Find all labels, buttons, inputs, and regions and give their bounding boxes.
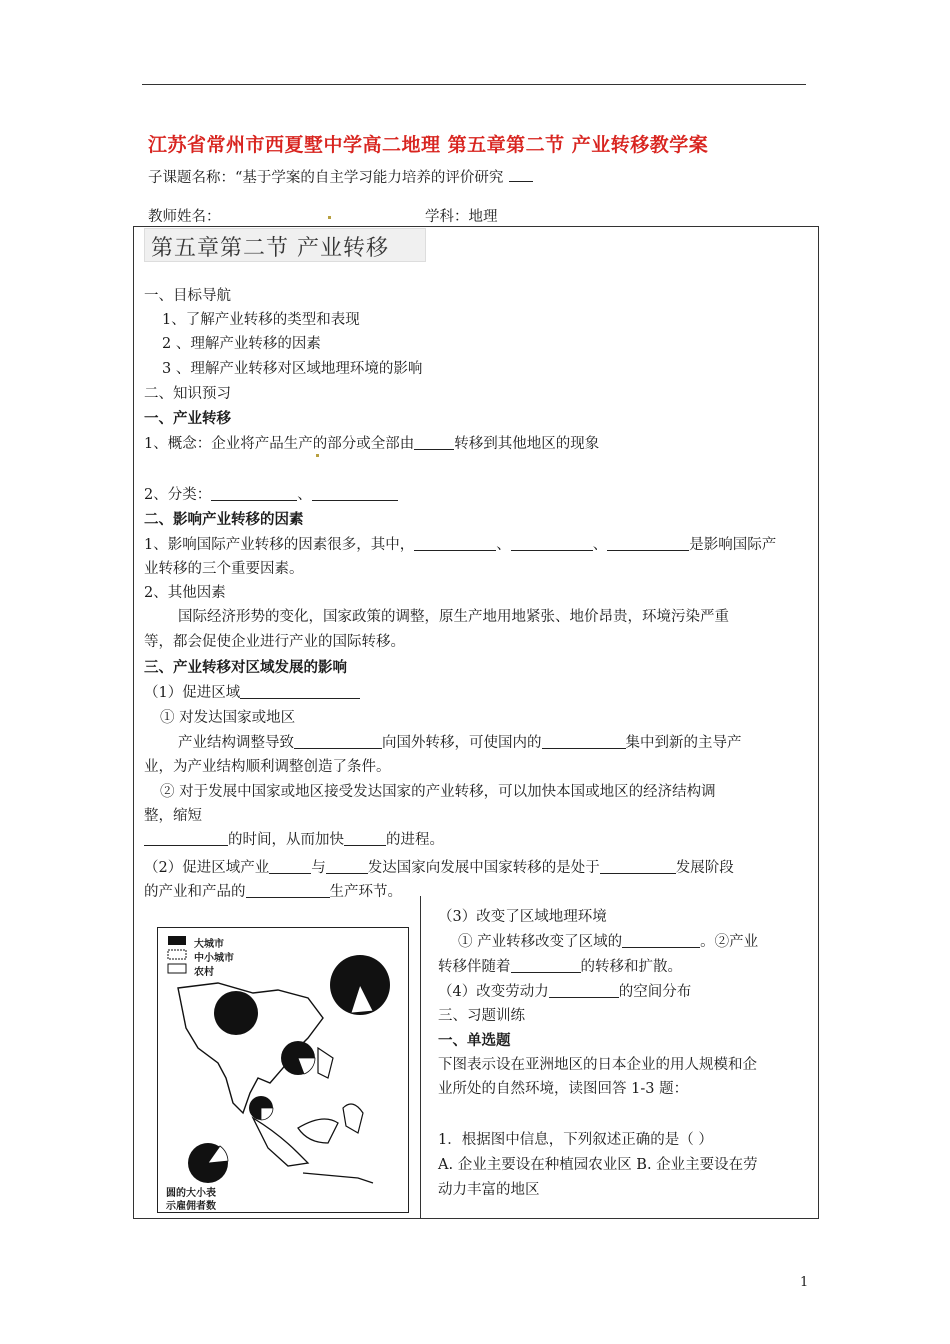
- blank: [511, 958, 581, 973]
- impact-3: （3）改变了区域地理环境: [438, 909, 607, 925]
- impact-1a-para-2: 业，为产业结构顺利调整创造了条件。: [144, 759, 391, 775]
- pie-malaysia-slice: [261, 1108, 273, 1120]
- legend-swatch-small-city: [168, 950, 186, 959]
- separator: 、: [496, 537, 511, 553]
- text: 的转移和扩散。: [580, 959, 682, 975]
- separator: 、: [592, 537, 608, 553]
- blank: [600, 859, 676, 874]
- subject-label: 学科：地理: [425, 209, 498, 225]
- text: 发达国家向发展中国家转移的是处于: [367, 860, 600, 876]
- philippines-outline: [318, 1048, 333, 1078]
- factor-2-para-2: 等，都会促使企业进行产业的国际转移。: [144, 634, 405, 650]
- factor-2-para-1: 国际经济形势的变化，国家政策的调整，原生产地用地紧张、地价昂贵，环境污染严重: [178, 609, 729, 625]
- text: 的产业和产品的: [144, 884, 246, 900]
- document-title: 江苏省常州市西夏墅中学高二地理 第五章第二节 产业转移教学案: [148, 134, 709, 156]
- chapter-header-text: 第五章第二节 产业转移: [151, 236, 389, 261]
- impact-1b-para-3: [144, 828, 444, 849]
- speck: [316, 454, 319, 457]
- section-preview: 二、知识预习: [144, 386, 231, 402]
- heading-single-choice: 一、单选题: [438, 1032, 511, 1049]
- blank: [414, 536, 496, 551]
- classification-line: [144, 483, 398, 504]
- question-1-option-b: 动力丰富的地区: [438, 1182, 540, 1198]
- section-goals: 一、目标导航: [144, 288, 231, 304]
- blank: [414, 435, 454, 450]
- subtopic-blank: [509, 169, 533, 182]
- goal-3: 3 、理解产业转移对区域地理环境的影响: [162, 361, 423, 377]
- text: 的进程。: [386, 832, 444, 848]
- text: （2）促进区域产业: [144, 860, 270, 876]
- blank: [326, 859, 368, 874]
- text: 与: [311, 860, 326, 876]
- factor-1-cont: 业转移的三个重要因素。: [144, 561, 304, 577]
- text: 生产环节。: [329, 884, 402, 900]
- blank: [211, 486, 297, 501]
- text: （4）改变劳动力: [438, 984, 549, 1000]
- blank: [344, 831, 386, 846]
- blank: [312, 486, 398, 501]
- classification-label: 2、分类：: [144, 487, 212, 503]
- impact-1: [144, 681, 360, 702]
- blank: [240, 684, 360, 699]
- blank: [542, 734, 626, 749]
- legend-big-city: 大城市: [194, 939, 224, 950]
- factor-2: 2、其他因素: [144, 585, 226, 601]
- impact-2-line-2: [144, 880, 402, 901]
- question-intro-2: 业所处的自然环境，读图回答 1-3 题：: [438, 1081, 689, 1097]
- impact-3-line-2: [438, 955, 682, 976]
- separator: 、: [297, 487, 312, 503]
- legend-small-city: 中小城市: [194, 953, 234, 964]
- text: 的空间分布: [618, 984, 692, 1000]
- blank: [511, 536, 593, 551]
- blank: [622, 933, 700, 948]
- heading-factors: 二、影响产业转移的因素: [144, 511, 304, 528]
- sulawesi-outline: [343, 1104, 363, 1133]
- factor-1-text-b: 是影响国际产: [689, 537, 777, 553]
- column-divider: [420, 896, 421, 1218]
- goal-1: 1、了解产业转移的类型和表现: [162, 312, 360, 328]
- concept-line: [144, 432, 599, 453]
- text: 的时间，从而加快: [228, 832, 344, 848]
- impact-3-line-1: [458, 930, 758, 951]
- text: 向国外转移，可使国内的: [382, 735, 542, 751]
- impact-2-line-1: [144, 856, 734, 877]
- question-intro-1: 下图表示设在亚洲地区的日本企业的用人规模和企: [438, 1057, 757, 1073]
- goal-2: 2 、理解产业转移的因素: [162, 336, 321, 352]
- text: 集中到新的主导产: [625, 735, 742, 751]
- blank: [607, 536, 689, 551]
- text: 发展阶段: [675, 860, 734, 876]
- factor-1-line: [144, 533, 776, 554]
- question-1: 1．根据图中信息，下列叙述正确的是（ ）: [438, 1132, 713, 1148]
- impact-1a: ① 对发达国家或地区: [160, 710, 296, 726]
- factor-1-text: 1、影响国际产业转移的因素很多，其中，: [144, 537, 415, 553]
- impact-1a-para-1: [178, 731, 742, 752]
- legend-swatch-rural: [168, 964, 186, 973]
- sumatra-outline: [253, 1118, 308, 1166]
- map-caption-line-1: 圆的大小表: [166, 1188, 216, 1199]
- blank: [144, 831, 228, 846]
- java-outline: [303, 1173, 373, 1183]
- blank: [294, 734, 382, 749]
- impact-4: [438, 980, 691, 1001]
- subtopic-text: 子课题名称：“基于学案的自主学习能力培养的评价研究: [148, 170, 504, 186]
- heading-industry-transfer: 一、产业转移: [144, 410, 231, 427]
- pie-china: [214, 991, 258, 1035]
- text: ① 产业转移改变了区域的: [458, 934, 623, 950]
- blank: [269, 859, 311, 874]
- chapter-header-image: [144, 228, 426, 262]
- top-rule: [142, 84, 806, 85]
- legend-rural: 农村: [194, 967, 214, 978]
- blank: [246, 883, 330, 898]
- page-number: 1: [800, 1275, 809, 1290]
- question-1-option-a: A. 企业主要设在种植园农业区 B. 企业主要设在劳: [438, 1157, 758, 1173]
- impact-1-text: （1）促进区域: [144, 685, 241, 701]
- text: 产业结构调整导致: [178, 735, 294, 751]
- concept-text-b: 转移到其他地区的现象: [454, 436, 600, 452]
- asia-employment-map: [157, 927, 409, 1213]
- borneo-outline: [298, 1119, 338, 1143]
- text: 。②产业: [700, 934, 759, 950]
- map-caption-line-2: 示雇佣者数: [166, 1201, 216, 1212]
- section-exercises: 三、习题训练: [438, 1008, 525, 1024]
- impact-1b-para-1: ② 对于发展中国家或地区接受发达国家的产业转移，可以加快本国或地区的经济结构调: [160, 784, 716, 800]
- teacher-label: 教师姓名：: [148, 209, 221, 225]
- concept-text-a: 1、概念：企业将产品生产的部分或全部由: [144, 436, 415, 452]
- legend-swatch-big-city: [168, 936, 186, 945]
- blank: [549, 983, 619, 998]
- speck: [328, 216, 331, 219]
- heading-impacts: 三、产业转移对区域发展的影响: [144, 659, 347, 676]
- impact-1b-para-2: 整，缩短: [144, 808, 202, 824]
- subtopic-line: [148, 166, 533, 187]
- text: 转移伴随着: [438, 959, 511, 975]
